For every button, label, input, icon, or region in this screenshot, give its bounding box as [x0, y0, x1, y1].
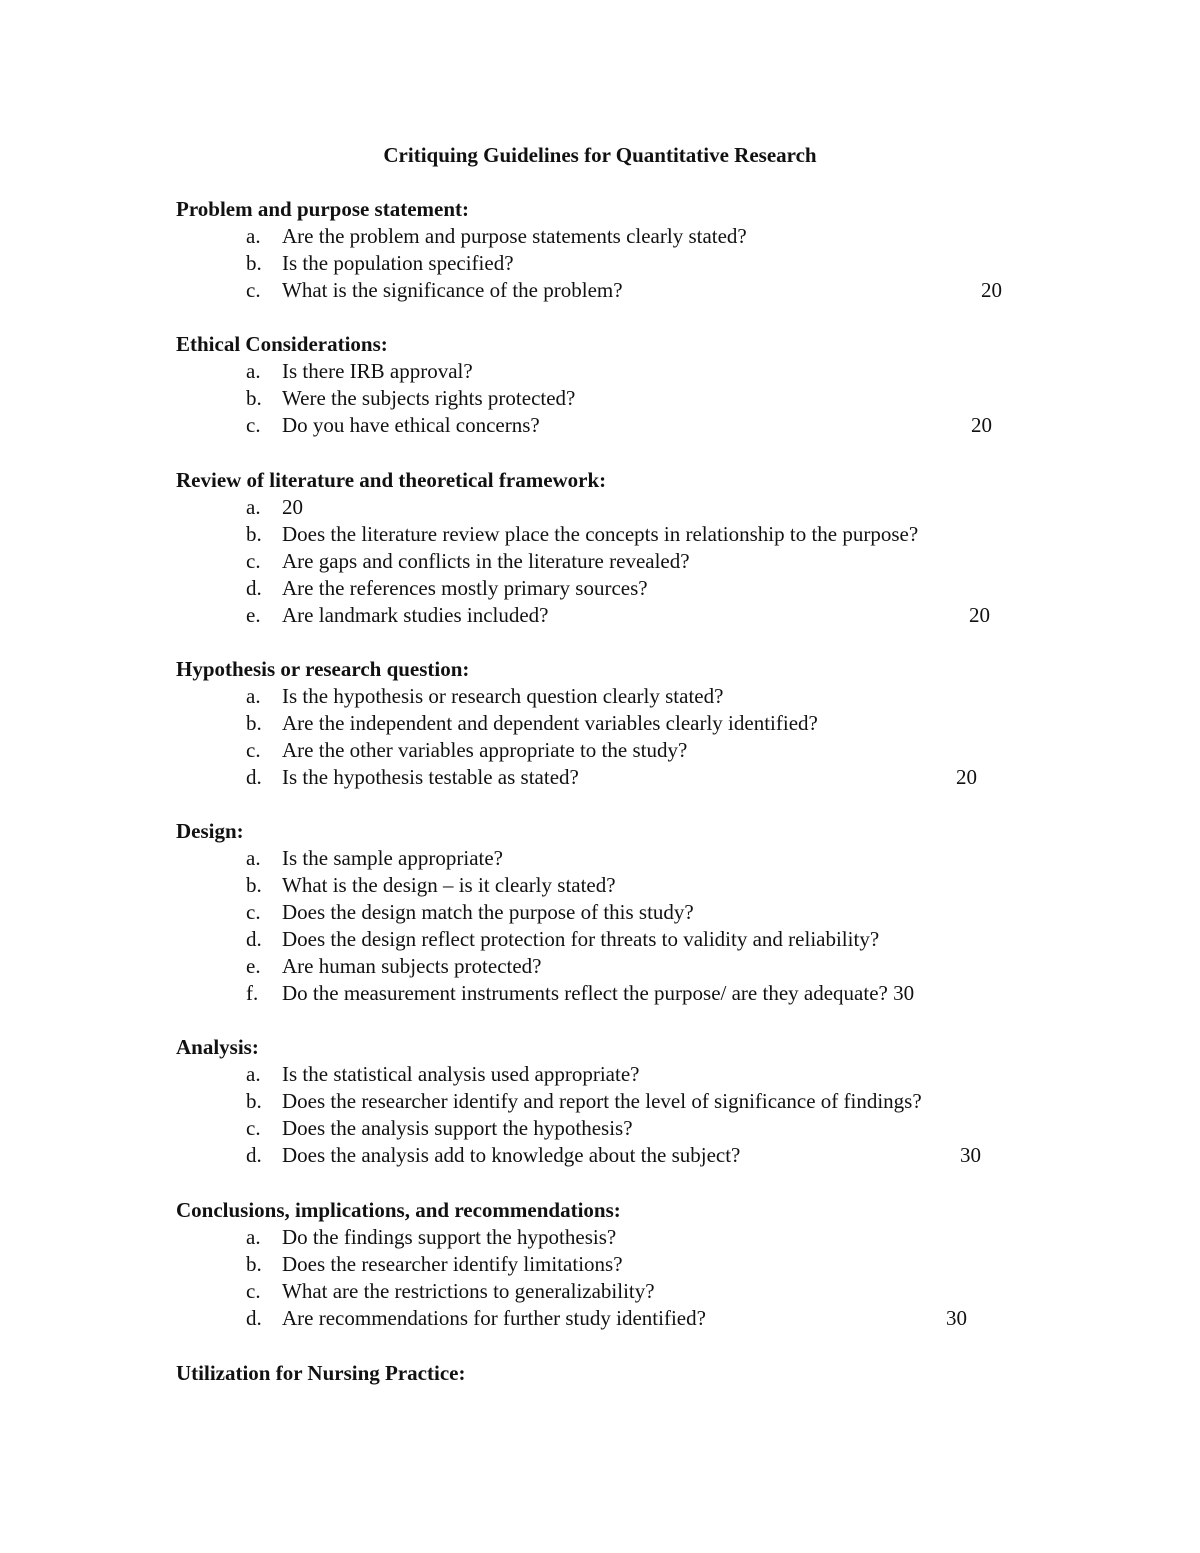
item-letter: b. [246, 711, 262, 735]
section-heading: Conclusions, implications, and recommendations: [176, 1198, 621, 1222]
list-item [0, 385, 1200, 412]
list-item [0, 548, 1200, 575]
item-letter: a. [246, 495, 261, 519]
item-text: What is the design – is it clearly stated? [282, 873, 616, 897]
item-letter: a. [246, 359, 261, 383]
list-item [0, 521, 1200, 548]
list-item [0, 737, 1200, 764]
item-letter: e. [246, 603, 261, 627]
section-heading: Problem and purpose statement: [176, 197, 470, 221]
item-points: 30 [960, 1143, 981, 1167]
item-text: Are the independent and dependent variables clearly identified? [282, 711, 818, 735]
list-item [0, 980, 1200, 1007]
item-points: 30 [946, 1306, 967, 1330]
item-text: Do you have ethical concerns? [282, 413, 540, 437]
item-text: Are gaps and conflicts in the literature revealed? [282, 549, 690, 573]
item-text: Are the problem and purpose statements clearly stated? [282, 224, 747, 248]
item-letter: d. [246, 927, 262, 951]
item-points: 20 [981, 278, 1002, 302]
list-item [0, 710, 1200, 737]
item-letter: c. [246, 549, 261, 573]
item-letter: c. [246, 738, 261, 762]
section-heading: Review of literature and theoretical framework: [176, 468, 607, 492]
item-text: Does the analysis add to knowledge about the subject? [282, 1143, 741, 1167]
list-item [0, 1115, 1200, 1142]
section-heading: Hypothesis or research question: [176, 657, 470, 681]
list-item [0, 1142, 1200, 1169]
list-item [0, 899, 1200, 926]
section-heading: Analysis: [176, 1035, 259, 1059]
item-points: 20 [956, 765, 977, 789]
list-item [0, 926, 1200, 953]
item-text: 20 [282, 495, 303, 519]
list-item [0, 494, 1200, 521]
item-letter: e. [246, 954, 261, 978]
item-letter: b. [246, 1252, 262, 1276]
item-text: Were the subjects rights protected? [282, 386, 576, 410]
item-text: Does the design match the purpose of this study? [282, 900, 694, 924]
list-item [0, 250, 1200, 277]
item-text: Are the references mostly primary sources? [282, 576, 648, 600]
item-letter: d. [246, 576, 262, 600]
item-letter: d. [246, 1143, 262, 1167]
item-text: What is the significance of the problem? [282, 278, 623, 302]
item-letter: a. [246, 1225, 261, 1249]
item-text: Are recommendations for further study identified? [282, 1306, 706, 1330]
item-letter: a. [246, 224, 261, 248]
list-item [0, 602, 1200, 629]
item-text: Is the sample appropriate? [282, 846, 503, 870]
list-item [0, 1224, 1200, 1251]
list-item [0, 953, 1200, 980]
item-text: Is the hypothesis testable as stated? [282, 765, 579, 789]
item-letter: a. [246, 846, 261, 870]
item-text: Are the other variables appropriate to the study? [282, 738, 688, 762]
item-text: Is there IRB approval? [282, 359, 473, 383]
item-letter: b. [246, 873, 262, 897]
item-letter: a. [246, 1062, 261, 1086]
item-points: 20 [969, 603, 990, 627]
item-text: Does the literature review place the concepts in relationship to the purpose? [282, 522, 919, 546]
item-letter: b. [246, 251, 262, 275]
item-letter: c. [246, 413, 261, 437]
list-item [0, 872, 1200, 899]
list-item [0, 1251, 1200, 1278]
item-text: Does the design reflect protection for threats to validity and reliability? [282, 927, 880, 951]
list-item [0, 683, 1200, 710]
item-letter: f. [246, 981, 259, 1005]
item-text: Is the statistical analysis used appropriate? [282, 1062, 640, 1086]
item-letter: d. [246, 1306, 262, 1330]
item-text: Do the measurement instruments reflect the purpose/ are they adequate? 30 [282, 981, 915, 1005]
item-letter: b. [246, 1089, 262, 1113]
item-letter: b. [246, 522, 262, 546]
list-item [0, 1278, 1200, 1305]
section-heading: Utilization for Nursing Practice: [176, 1361, 466, 1385]
item-points: 20 [971, 413, 992, 437]
item-text: Does the researcher identify and report the level of significance of findings? [282, 1089, 922, 1113]
item-text: Do the findings support the hypothesis? [282, 1225, 617, 1249]
item-text: Does the analysis support the hypothesis? [282, 1116, 633, 1140]
item-letter: c. [246, 900, 261, 924]
list-item [0, 1061, 1200, 1088]
list-item [0, 412, 1200, 439]
item-text: Are human subjects protected? [282, 954, 542, 978]
item-letter: c. [246, 1279, 261, 1303]
list-item [0, 764, 1200, 791]
list-item [0, 277, 1200, 304]
list-item [0, 1088, 1200, 1115]
item-letter: d. [246, 765, 262, 789]
item-text: Is the population specified? [282, 251, 514, 275]
list-item [0, 575, 1200, 602]
list-item [0, 223, 1200, 250]
item-text: Are landmark studies included? [282, 603, 549, 627]
section-heading: Design: [176, 819, 244, 843]
item-text: What are the restrictions to generalizability? [282, 1279, 655, 1303]
item-letter: b. [246, 386, 262, 410]
document-title: Critiquing Guidelines for Quantitative Research [383, 143, 817, 167]
item-letter: c. [246, 1116, 261, 1140]
list-item [0, 358, 1200, 385]
list-item [0, 845, 1200, 872]
list-item [0, 1305, 1200, 1332]
section-heading: Ethical Considerations: [176, 332, 388, 356]
item-text: Does the researcher identify limitations? [282, 1252, 623, 1276]
item-letter: a. [246, 684, 261, 708]
item-text: Is the hypothesis or research question clearly stated? [282, 684, 724, 708]
item-letter: c. [246, 278, 261, 302]
